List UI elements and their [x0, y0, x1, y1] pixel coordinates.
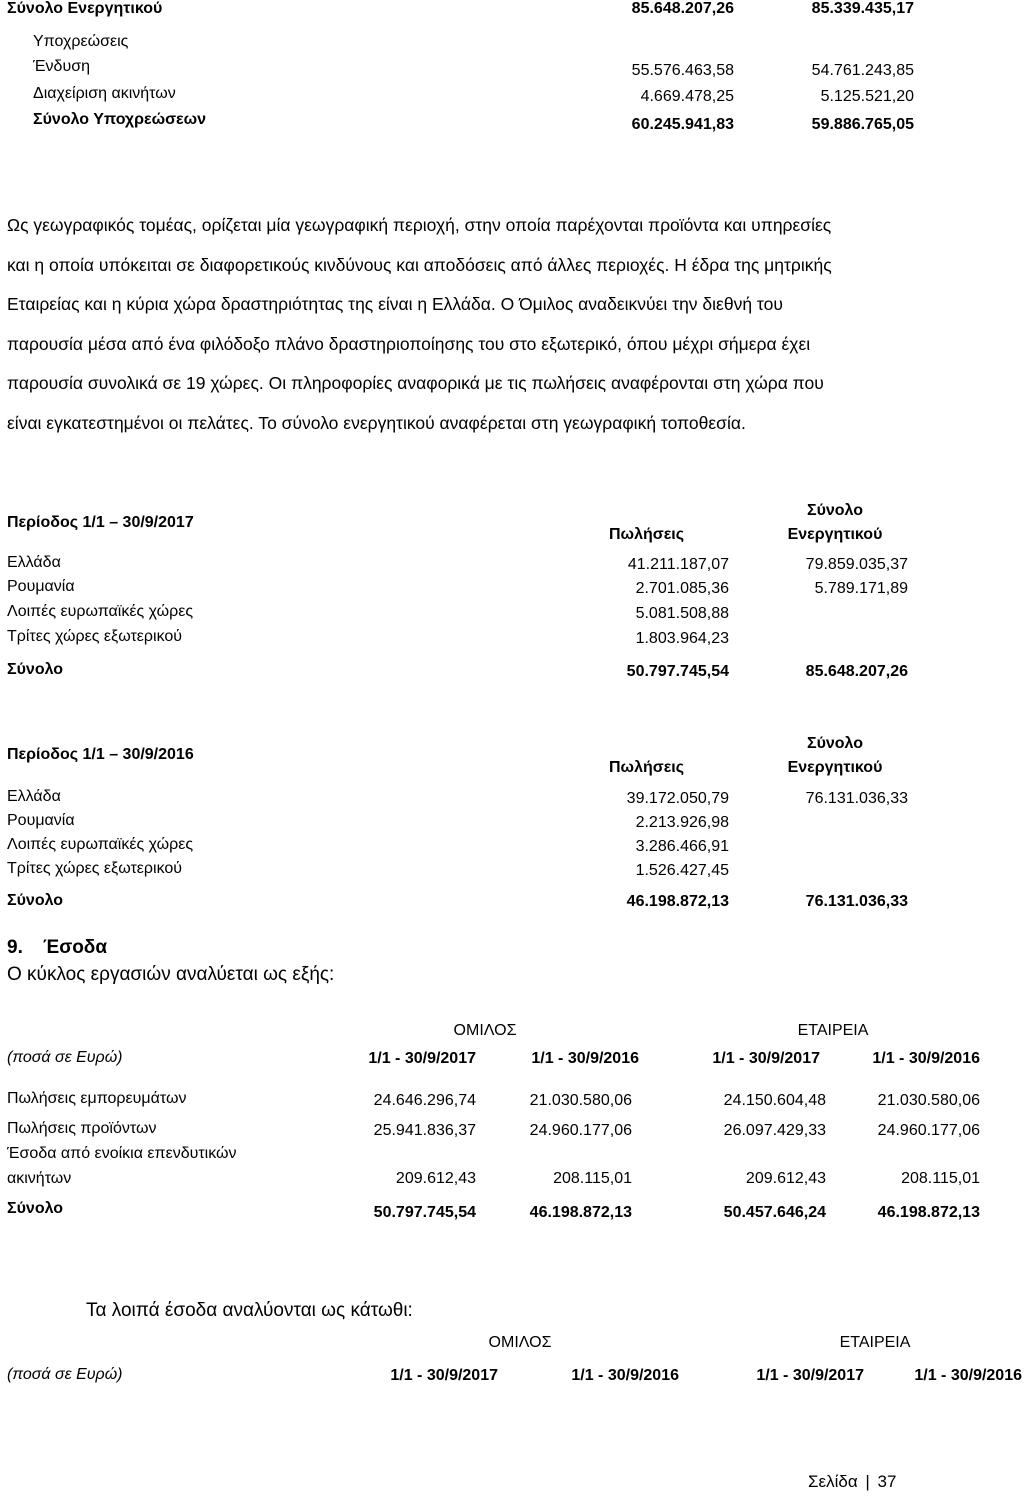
period-header: 1/1 - 30/9/2017	[390, 1367, 498, 1384]
geo-row-label: Ελλάδα	[7, 554, 61, 571]
paragraph-line: Εταιρείας και η κύρια χώρα δραστηριότητας της είναι η Ελλάδα. Ο Όμιλος αναδεικνύει την διεθνή του	[7, 294, 783, 315]
col-assets-header-1: Σύνολο	[806, 735, 864, 752]
revenue-cell: 24.150.604,48	[723, 1092, 826, 1109]
page-word: Σελίδα	[808, 1472, 858, 1491]
revenue-cell: 208.115,01	[901, 1170, 980, 1187]
total-liabilities-2017: 60.245.941,83	[631, 116, 734, 133]
col-sales-header: Πωλήσεις	[609, 526, 685, 543]
geo-total-assets: 85.648.207,26	[805, 663, 908, 680]
geo-row-sales: 1.803.964,23	[635, 630, 729, 647]
amount-unit-label: (ποσά σε Ευρώ)	[7, 1366, 123, 1383]
revenue-row-label-2: ακινήτων	[7, 1170, 72, 1187]
revenue-cell: 24.960.177,06	[877, 1122, 980, 1139]
geo-row-sales: 2.701.085,36	[635, 580, 729, 597]
revenue-cell: 21.030.580,06	[529, 1092, 632, 1109]
amount-unit-label: (ποσά σε Ευρώ)	[7, 1049, 123, 1066]
row-value-2016: 5.125.521,20	[820, 88, 914, 105]
row-label: Διαχείριση ακινήτων	[33, 85, 176, 102]
paragraph-line: παρουσία συνολικά σε 19 χώρες. Οι πληροφορίες αναφορικά με τις πωλήσεις αναφέρονται στη χώρα που	[7, 373, 824, 394]
section-number: 9.	[7, 937, 23, 958]
geo-row-sales: 1.526.427,45	[635, 862, 729, 879]
period-header: 1/1 - 30/9/2016	[872, 1050, 980, 1067]
revenue-row-label-1: Έσοδα από ενοίκια επενδυτικών	[7, 1145, 237, 1162]
total-assets-label: Σύνολο Ενεργητικού	[7, 0, 163, 17]
geo-total-label: Σύνολο	[7, 892, 64, 909]
revenue-row-label: Πωλήσεις προϊόντων	[7, 1120, 157, 1137]
geo-row-label: Ρουμανία	[7, 578, 75, 595]
period-header: 1/1 - 30/9/2016	[571, 1367, 679, 1384]
revenue-row-label: Πωλήσεις εμπορευμάτων	[7, 1090, 187, 1107]
geo-row-label: Λοιπές ευρωπαϊκές χώρες	[7, 603, 194, 620]
geo-row-assets: 79.859.035,37	[805, 556, 908, 573]
geo-row-label: Λοιπές ευρωπαϊκές χώρες	[7, 836, 194, 853]
geo-row-sales: 39.172.050,79	[626, 790, 729, 807]
revenue-total-cell: 46.198.872,13	[529, 1204, 632, 1221]
page-separator: |	[865, 1472, 870, 1491]
geo-row-assets: 76.131.036,33	[805, 790, 908, 807]
geo-row-label: Τρίτες χώρες εξωτερικού	[7, 860, 183, 877]
geo-row-label: Ελλάδα	[7, 788, 61, 805]
group-header: ΟΜΙΛΟΣ	[453, 1022, 517, 1039]
paragraph-line: παρουσία μέσα από ένα φιλόδοξο πλάνο δραστηριοποίησης του στο εξωτερικό, όπου μέχρι σήμερα έχει	[7, 333, 811, 354]
total-liabilities-2016: 59.886.765,05	[811, 116, 914, 133]
revenue-cell: 21.030.580,06	[877, 1092, 980, 1109]
revenue-cell: 25.941.836,37	[373, 1122, 476, 1139]
section-title: Έσοδα	[43, 937, 108, 958]
period-header: 1/1 - 30/9/2016	[531, 1050, 639, 1067]
row-value-2017: 55.576.463,58	[631, 62, 734, 79]
col-assets-header-2: Ενεργητικού	[787, 526, 883, 543]
col-assets-header-1: Σύνολο	[806, 502, 864, 519]
company-header: ΕΤΑΙΡΕΙΑ	[797, 1022, 869, 1039]
row-label: Ένδυση	[33, 58, 90, 75]
revenue-total-cell: 46.198.872,13	[877, 1204, 980, 1221]
total-assets-2017: 85.648.207,26	[631, 0, 734, 17]
col-assets-header-2: Ενεργητικού	[787, 759, 883, 776]
geo-total-assets: 76.131.036,33	[805, 893, 908, 910]
paragraph-line: Ως γεωγραφικός τομέας, ορίζεται μία γεωγραφική περιοχή, στην οποία παρέχονται προϊόντα και υπηρεσίες	[7, 215, 832, 235]
section-intro: Ο κύκλος εργασιών αναλύεται ως εξής:	[7, 964, 335, 985]
page-footer	[808, 1472, 896, 1492]
period-header: 1/1 - 30/9/2017	[756, 1367, 864, 1384]
geo-row-assets: 5.789.171,89	[814, 580, 908, 597]
geo-total-label: Σύνολο	[7, 661, 64, 678]
geo-period-title: Περίοδος 1/1 – 30/9/2017	[7, 514, 194, 531]
period-header: 1/1 - 30/9/2017	[712, 1050, 820, 1067]
page-number: 37	[877, 1472, 897, 1491]
geographic-segment-paragraph	[7, 206, 992, 444]
revenue-cell: 24.646.296,74	[373, 1092, 476, 1109]
geo-total-sales: 46.198.872,13	[626, 893, 729, 910]
revenue-cell: 209.612,43	[395, 1170, 476, 1187]
revenue-cell: 208.115,01	[553, 1170, 632, 1187]
geo-row-label: Ρουμανία	[7, 812, 75, 829]
geo-row-sales: 5.081.508,88	[635, 605, 729, 622]
geo-row-sales: 3.286.466,91	[635, 838, 729, 855]
period-header: 1/1 - 30/9/2017	[368, 1050, 476, 1067]
revenue-total-label: Σύνολο	[7, 1200, 64, 1217]
geo-row-sales: 2.213.926,98	[635, 814, 729, 831]
total-liabilities-label: Σύνολο Υποχρεώσεων	[33, 111, 207, 128]
revenue-total-cell: 50.797.745,54	[373, 1204, 476, 1221]
revenue-cell: 24.960.177,06	[529, 1122, 632, 1139]
geo-row-sales: 41.211.187,07	[627, 556, 729, 573]
row-value-2016: 54.761.243,85	[811, 62, 914, 79]
row-value-2017: 4.669.478,25	[640, 88, 734, 105]
revenue-total-cell: 50.457.646,24	[723, 1204, 826, 1221]
group-header: ΟΜΙΛΟΣ	[488, 1334, 552, 1351]
col-sales-header: Πωλήσεις	[609, 759, 685, 776]
company-header: ΕΤΑΙΡΕΙΑ	[839, 1334, 911, 1351]
revenue-cell: 26.097.429,33	[723, 1122, 826, 1139]
period-header: 1/1 - 30/9/2016	[914, 1367, 1022, 1384]
geo-total-sales: 50.797.745,54	[626, 663, 729, 680]
total-assets-2016: 85.339.435,17	[811, 0, 914, 17]
liabilities-header: Υποχρεώσεις	[33, 33, 129, 50]
revenue-cell: 209.612,43	[745, 1170, 826, 1187]
geo-period-title: Περίοδος 1/1 – 30/9/2016	[7, 746, 194, 763]
paragraph-line: και η οποία υπόκειται σε διαφορετικούς κινδύνους και αποδόσεις από άλλες περιοχές. Η έδρα της μητρικής	[7, 254, 832, 275]
paragraph-line: είναι εγκατεστημένοι οι πελάτες. Το σύνολο ενεργητικού αναφέρεται στη γεωγραφική τοποθεσία.	[7, 412, 746, 433]
geo-row-label: Τρίτες χώρες εξωτερικού	[7, 628, 183, 645]
other-income-intro: Τα λοιπά έσοδα αναλύονται ως κάτωθι:	[86, 1300, 413, 1321]
